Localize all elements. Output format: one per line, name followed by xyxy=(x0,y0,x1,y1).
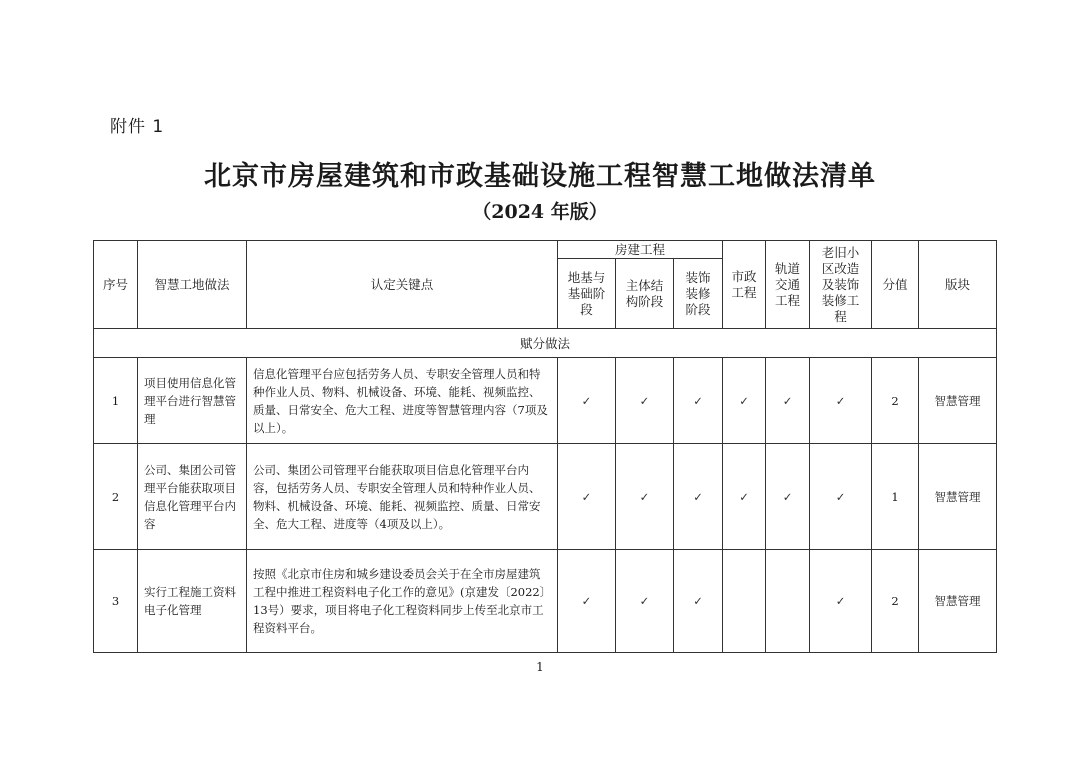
check-mark: ✓ xyxy=(558,550,616,653)
practice-table xyxy=(93,240,997,653)
check-mark: ✓ xyxy=(723,444,766,550)
row-key-points: 信息化管理平台应包括劳务人员、专职安全管理人员和特种作业人员、物料、机械设备、环境、能耗、视频监控、质量、日常安全、危大工程、进度等智慧管理内容（7项及以上）。 xyxy=(247,358,558,444)
header-seq: 序号 xyxy=(94,241,138,329)
check-mark: ✓ xyxy=(810,444,872,550)
row-key-points: 公司、集团公司管理平台能获取项目信息化管理平台内容，包括劳务人员、专职安全管理人员和特种作业人员、物料、机械设备、环境、能耗、视频监控、质量、日常安全、危大工程、进度等（4项及以上）。 xyxy=(247,444,558,550)
row-seq: 1 xyxy=(94,358,138,444)
header-old-community: 老旧小区改造及装饰装修工程 xyxy=(810,241,872,329)
check-mark: ✓ xyxy=(810,358,872,444)
header-practice: 智慧工地做法 xyxy=(138,241,247,329)
check-mark: ✓ xyxy=(616,444,674,550)
row-seq: 3 xyxy=(94,550,138,653)
section-label: 赋分做法 xyxy=(94,329,997,358)
header-municipal: 市政工程 xyxy=(723,241,766,329)
check-mark: ✓ xyxy=(558,358,616,444)
header-main-structure: 主体结构阶段 xyxy=(616,259,674,329)
row-practice: 实行工程施工资料电子化管理 xyxy=(138,550,247,653)
row-module: 智慧管理 xyxy=(919,550,997,653)
table-row xyxy=(94,444,997,550)
check-mark: ✓ xyxy=(616,550,674,653)
check-mark: ✓ xyxy=(766,358,810,444)
row-score: 1 xyxy=(872,444,919,550)
header-rail: 轨道交通工程 xyxy=(766,241,810,329)
header-housing-group: 房建工程 xyxy=(558,241,723,259)
row-seq: 2 xyxy=(94,444,138,550)
row-module: 智慧管理 xyxy=(919,358,997,444)
row-key-points: 按照《北京市住房和城乡建设委员会关于在全市房屋建筑工程中推进工程资料电子化工作的意见》(京建发〔2022〕13号）要求，项目将电子化工程资料同步上传至北京市工程资料平台。 xyxy=(247,550,558,653)
table-row xyxy=(94,550,997,653)
check-mark: ✓ xyxy=(616,358,674,444)
table-row xyxy=(94,358,997,444)
header-decoration: 装饰装修阶段 xyxy=(674,259,723,329)
check-mark: ✓ xyxy=(674,550,723,653)
check-mark: ✓ xyxy=(674,358,723,444)
check-mark: ✓ xyxy=(723,358,766,444)
check-mark xyxy=(723,550,766,653)
page-number: 1 xyxy=(536,660,544,674)
row-score: 2 xyxy=(872,550,919,653)
header-key-points: 认定关键点 xyxy=(247,241,558,329)
document-title: 北京市房屋建筑和市政基础设施工程智慧工地做法清单 xyxy=(204,161,876,192)
header-module: 版块 xyxy=(919,241,997,329)
header-foundation: 地基与基础阶段 xyxy=(558,259,616,329)
row-module: 智慧管理 xyxy=(919,444,997,550)
row-score: 2 xyxy=(872,358,919,444)
check-mark xyxy=(766,550,810,653)
check-mark: ✓ xyxy=(558,444,616,550)
attachment-label: 附件 1 xyxy=(110,117,165,137)
header-score: 分值 xyxy=(872,241,919,329)
check-mark: ✓ xyxy=(674,444,723,550)
document-subtitle: （2024 年版） xyxy=(472,201,608,223)
check-mark: ✓ xyxy=(810,550,872,653)
row-practice: 项目使用信息化管理平台进行智慧管理 xyxy=(138,358,247,444)
check-mark: ✓ xyxy=(766,444,810,550)
row-practice: 公司、集团公司管理平台能获取项目信息化管理平台内容 xyxy=(138,444,247,550)
